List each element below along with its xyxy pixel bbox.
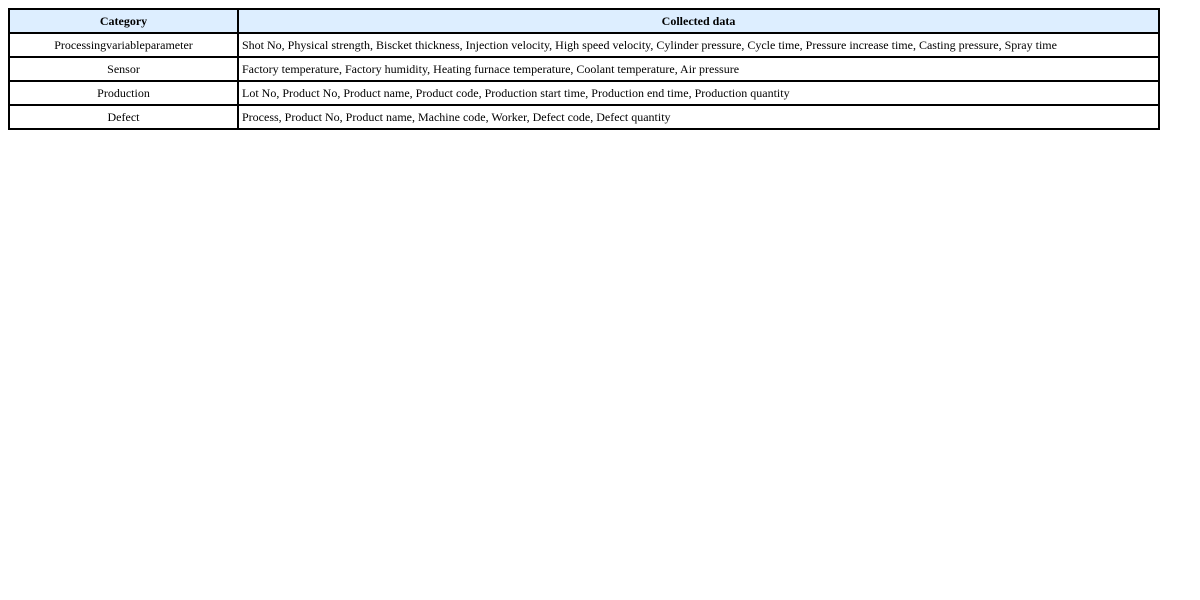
row-category: Processingvariableparameter	[9, 33, 238, 57]
table-header-row	[9, 9, 1159, 33]
row-collected-data: Process, Product No, Product name, Machine code, Worker, Defect code, Defect quantity	[238, 105, 1159, 129]
row-collected-data: Lot No, Product No, Product name, Product code, Production start time, Production end time, Production quantity	[238, 81, 1159, 105]
table-row	[9, 33, 1159, 57]
row-category: Defect	[9, 105, 238, 129]
collected-data-table	[8, 8, 1160, 130]
header-collected-data: Collected data	[238, 9, 1159, 33]
row-collected-data: Factory temperature, Factory humidity, Heating furnace temperature, Coolant temperature, Air pressure	[238, 57, 1159, 81]
row-collected-data: Shot No, Physical strength, Biscket thickness, Injection velocity, High speed velocity, Cylinder pressure, Cycle time, Pressure increase time, Casting pressure, Spray time	[238, 33, 1159, 57]
table-row	[9, 105, 1159, 129]
row-category: Sensor	[9, 57, 238, 81]
row-category: Production	[9, 81, 238, 105]
table-row	[9, 81, 1159, 105]
table-row	[9, 57, 1159, 81]
header-category: Category	[9, 9, 238, 33]
